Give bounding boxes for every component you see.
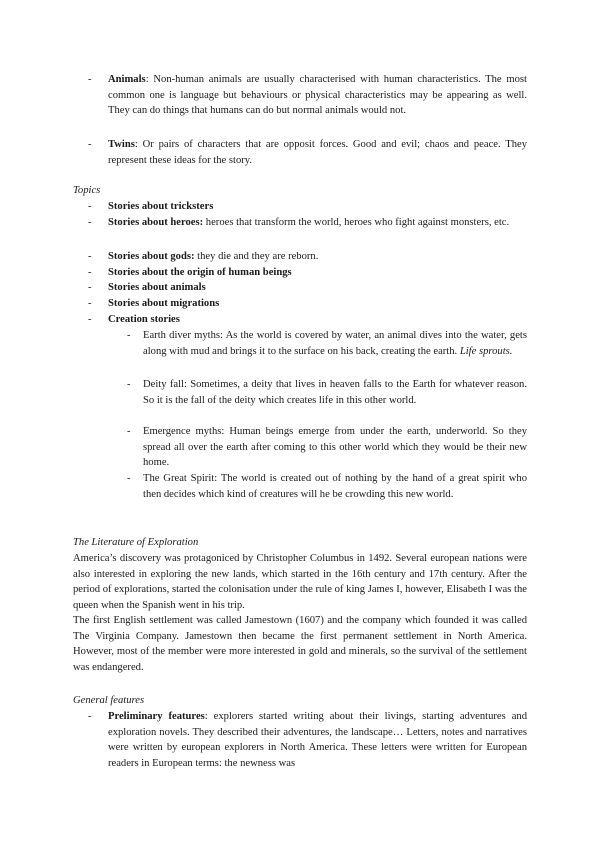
sub-item-deity-fall <box>0 377 600 408</box>
bullet-dash: - <box>127 379 131 390</box>
list-item-topic-animals <box>0 280 600 296</box>
earth-diver-italic: Life sprouts. <box>459 345 513 357</box>
heading-topics: Topics <box>73 185 101 196</box>
bullet-dash: - <box>127 426 131 437</box>
paragraph-exploration-2: The first English settlement was called Jamestown (1607) and the company which founded it was called The Virginia Company. Jamestown then became the first permanent settlement in North America. However, most of the member were more interested in gold and minerals, so the survival of the settlement was endangered. <box>73 615 527 673</box>
topic-tricksters: Stories about tricksters <box>108 201 214 212</box>
text-twins: : Or pairs of characters that are opposit forces. Good and evil; chaos and peace. They represent these ideas for the story. <box>108 139 527 166</box>
bullet-dash: - <box>88 217 92 228</box>
text-animals: : Non-human animals are usually characterised with human characteristics. The most common one is language but behaviours or physical characteristics may be appearing as well. They can do things that humans can do but normal animals would not. <box>108 74 527 117</box>
sub-item-emergence <box>0 424 600 471</box>
bullet-dash: - <box>88 282 92 293</box>
bullet-dash: - <box>88 298 92 309</box>
great-spirit-text: The Great Spirit: The world is created out of nothing by the hand of a great spirit who then decides which kind of creatures will he be crowding this new world. <box>143 473 527 500</box>
list-item-twins <box>0 137 600 168</box>
list-item-migrations <box>0 296 600 312</box>
bullet-dash: - <box>127 330 131 341</box>
list-item-tricksters <box>0 199 600 215</box>
list-item-creation <box>0 312 600 328</box>
bullet-dash: - <box>88 267 92 278</box>
bullet-dash: - <box>88 139 92 150</box>
earth-diver-text: Earth diver myths: As the world is covered by water, an animal dives into the water, gets along with mud and brings it to the surface on his back, creating the earth. <box>143 330 527 357</box>
list-item-preliminary <box>0 709 600 771</box>
bullet-dash: - <box>88 74 92 85</box>
topic-gods-term: Stories about gods: <box>108 251 195 262</box>
topic-migrations: Stories about migrations <box>108 298 220 309</box>
paragraph-exploration-1: America’s discovery was protagoniced by Christopher Columbus in 1492. Several european nations were also interested in exploring the new lands, which started in the 16th century and 17th century. After the period of explorations, started the colonisation under the rule of king James I, however, Elisabeth I was the queen when the Spanish went in his trip. <box>73 553 527 611</box>
bullet-dash: - <box>88 201 92 212</box>
text-preliminary: : explorers started writing about their livings, starting adventures and exploration novels. They described their adventures, the landscape… Letters, notes and narratives were written by european explorers in North America. These letters were written for European readers in European terms: the newness was <box>108 711 527 769</box>
term-twins: Twins <box>108 139 135 150</box>
heading-exploration: The Literature of Exploration <box>73 537 199 548</box>
term-preliminary: Preliminary features <box>108 711 205 722</box>
heading-general-features: General features <box>73 695 145 706</box>
list-item-origin <box>0 265 600 281</box>
bullet-dash: - <box>88 251 92 262</box>
emergence-text: Emergence myths: Human beings emerge from under the earth, underworld. So they spread all over the earth after coming to this other world which they would be their new home. <box>143 426 527 469</box>
list-item-heroes <box>0 215 600 231</box>
topic-animals: Stories about animals <box>108 282 206 293</box>
bullet-dash: - <box>88 314 92 325</box>
deity-fall-text: Deity fall: Sometimes, a deity that lives in heaven falls to the Earth for whatever reason. So it is the fall of the deity which creates life in this other world. <box>143 379 527 406</box>
bullet-dash: - <box>88 711 92 722</box>
list-item-animals <box>0 72 600 119</box>
topic-gods-text: they die and they are reborn. <box>194 251 319 262</box>
topic-creation: Creation stories <box>108 314 180 325</box>
list-item-gods <box>0 249 600 265</box>
topic-heroes-text: heroes that transform the world, heroes who fight against monsters, etc. <box>203 217 510 228</box>
topic-origin: Stories about the origin of human beings <box>108 267 292 278</box>
sub-item-earth-diver <box>0 328 600 359</box>
sub-item-great-spirit <box>0 471 600 502</box>
bullet-dash: - <box>127 473 131 484</box>
topic-heroes-term: Stories about heroes: <box>108 217 204 228</box>
term-animals: Animals <box>108 74 146 85</box>
